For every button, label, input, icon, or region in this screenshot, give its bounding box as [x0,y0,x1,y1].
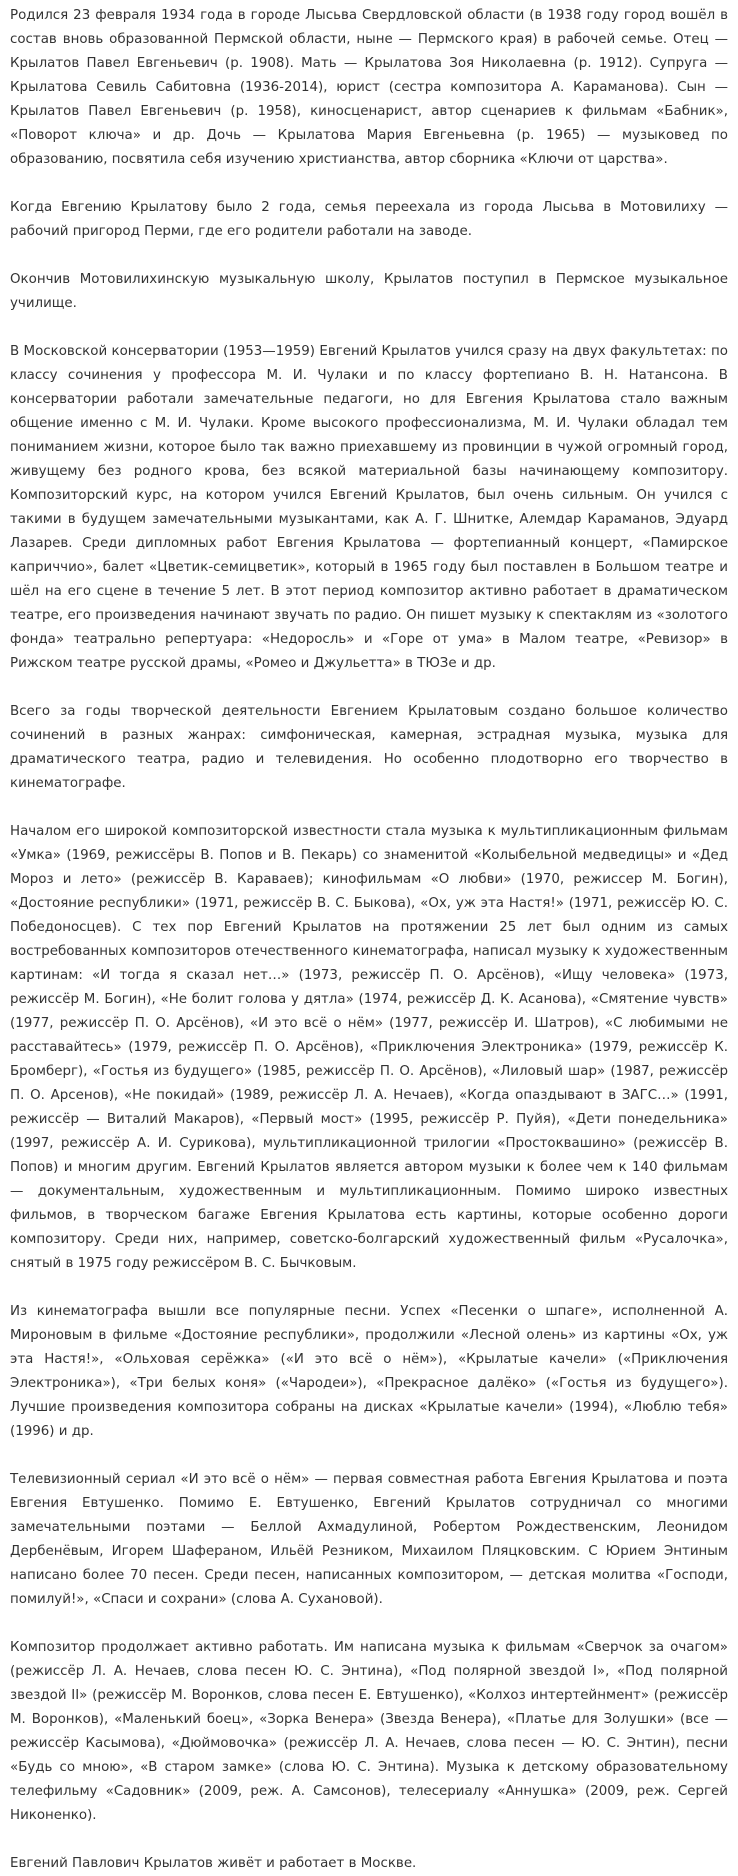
paragraph-recent-work: Композитор продолжает активно работать. Им написана музыка к фильмам «Сверчок за очагом» (режиссёр Л. А. Нечаев, слова песен Ю. С. Энтина), «Под полярной звездой I», «Под полярной звездой II» (режиссёр М. Воронков, слова песен Е. Евтушенко), «Колхоз интертейнмент» (режиссёр М. Воронков), «Маленький боец», «Зорка Венера» (Звезда Венера), «Платье для Золушки» (все — режиссёр Касымова), «Дюймовочка» (режиссёр Л. А. Нечаев, слова песен — Ю. С. Энтин), песни «Будь со мною», «В старом замке» (слова Ю. С. Энтина). Музыка к детскому образовательному телефильму «Садовник» (2009, реж. А. Самсонов), телесериалу «Аннушка» (2009, реж. Сергей Никоненко). [10,1640,728,1823]
paragraph-songs: Из кинематографа вышли все популярные песни. Успех «Песенки о шпаге», исполненной А. Мироновым в фильме «Достояние республики», продолжили «Лесной олень» из картины «Ох, уж эта Настя!», «Ольховая серёжка» («И это всё о нём»), «Крылатые качели» («Приключения Электроника»), «Три белых коня» («Чародеи»), «Прекрасное далёко» («Гостья из будущего»). Лучшие произведения композитора собраны на дисках «Крылатые качели» (1994), «Люблю тебя» (1996) и др. [10,1304,728,1439]
paragraph-filmography: Началом его широкой композиторской известности стала музыка к мультипликационным фильмам «Умка» (1969, режиссёры В. Попов и В. Пекарь) со знаменитой «Колыбельной медведицы» и «Дед Мороз и лето» (режиссёр В. Караваев); кинофильмам «О любви» (1970, режиссер М. Богин), «Достояние республики» (1971, режиссёр В. С. Быкова), «Ох, уж эта Настя!» (1971, режиссёр Ю. С. Победоносцев). С тех пор Евгений Крылатов на протяжении 25 лет был одним из самых востребованных композиторов отечественного кинематографа, написал музыку к художественным картинам: «И тогда я сказал нет…» (1973, режиссёр П. О. Арсёнов), «Ищу человека» (1973, режиссёр М. Богин), «Не болит голова у дятла» (1974, режиссёр Д. К. Асанова), «Смятение чувств» (1977, режиссёр П. О. Арсёнов), «И это всё о нём» (1977, режиссёр И. Шатров), «С любимыми не расставайтесь» (1979, режиссёр П. О. Арсёнов), «Приключения Электроника» (1979, режиссёр К. Бромберг), «Гостья из будущего» (1985, режиссёр П. О. Арсёнов), «Лиловый шар» (1987, режиссёр П. О. Арсенов), «Не покидай» (1989, режиссёр Л. А. Нечаев), «Когда опаздывают в ЗАГС…» (1991, режиссёр — Виталий Макаров), «Первый мост» (1995, режиссёр Р. Пуйя), «Дети понедельника» (1997, режиссёр А. И. Сурикова), мультипликационной трилогии «Простоквашино» (режиссёр В. Попов) и многим другим. Евгений Крылатов является автором музыки к более чем к 140 фильмам — документальным, художественным и мультипликационным. Помимо широко известных фильмов, в творческом багаже Евгения Крылатова есть картины, которые особенно дороги композитору. Среди них, например, советско-болгарский художественный фильм «Русалочка», снятый в 1975 году режиссёром В. С. Бычковым. [10,824,728,1271]
paragraph-childhood: Когда Евгению Крылатову было 2 года, семья переехала из города Лысьва в Мотовилиху — рабочий пригород Перми, где его родители работали на заводе. [10,200,728,239]
paragraph-residence: Евгений Павлович Крылатов живёт и работает в Москве. [10,1856,417,1871]
paragraph-poets: Телевизионный сериал «И это всё о нём» — первая совместная работа Евгения Крылатова и поэта Евгения Евтушенко. Помимо Е. Евтушенко, Евгений Крылатов сотрудничал со многими замечательными поэтами — Беллой Ахмадулиной, Робертом Рождественским, Леонидом Дербенёвым, Игорем Шафераном, Ильёй Резником, Михаилом Пляцковским. С Юрием Энтиным написано более 70 песен. Среди песен, написанных композитором, — детская молитва «Господи, помилуй!», «Спаси и сохрани» (слова А. Сухановой). [10,1472,728,1607]
paragraph-conservatory: В Московской консерватории (1953—1959) Евгений Крылатов учился сразу на двух факультетах: по классу сочинения у профессора М. И. Чулаки и по классу фортепиано В. Н. Натансона. В консерватории работали замечательные педагоги, но для Евгения Крылатова стало важным общение именно с М. И. Чулаки. Кроме высокого профессионализма, М. И. Чулаки обладал тем пониманием жизни, которое было так важно приехавшему из провинции в чужой огромный город, живущему без родного крова, без всякой материальной базы начинающему композитору. Композиторский курс, на котором учился Евгений Крылатов, был очень сильным. Он учился с такими в будущем замечательными музыкантами, как А. Г. Шнитке, Алемдар Караманов, Эдуард Лазарев. Среди дипломных работ Евгения Крылатова — фортепианный концерт, «Памирское каприччио», балет «Цветик-семицветик», который в 1965 году был поставлен в Большом театре и шёл на его сцене в течение 5 лет. В этот период композитор активно работает в драматическом театре, его произведения начинают звучать по радио. Он пишет музыку к спектаклям из «золотого фонда» театрально репертуара: «Недоросль» и «Горе от ума» в Малом театре, «Ревизор» в Рижском театре русской драмы, «Ромео и Джульетта» в ТЮЗе и др. [10,344,728,671]
paragraph-music-school: Окончив Мотовилихинскую музыкальную школу, Крылатов поступил в Пермское музыкальное училище. [10,272,728,311]
paragraph-genres: Всего за годы творческой деятельности Евгением Крылатовым создано большое количество сочинений в разных жанрах: симфоническая, камерная, эстрадная музыка, музыка для драматического театра, радио и телевидения. Но особенно плодотворно его творчество в кинематографе. [10,704,728,791]
paragraph-family: Родился 23 февраля 1934 года в городе Лысьва Свердловской области (в 1938 году город вошёл в состав вновь образованной Пермской области, ныне — Пермского края) в рабочей семье. Отец — Крылатов Павел Евгеньевич (р. 1908). Мать — Крылатова Зоя Николаевна (р. 1912). Супруга — Крылатова Севиль Сабитовна (1936-2014), юрист (сестра композитора А. Караманова). Сын — Крылатов Павел Евгеньевич (р. 1958), киносценарист, автор сценариев к фильмам «Бабник», «Поворот ключа» и др. Дочь — Крылатова Мария Евгеньевна (р. 1965) — музыковед по образованию, посвятила себя изучению христианства, автор сборника «Ключи от царства». [10,8,728,167]
